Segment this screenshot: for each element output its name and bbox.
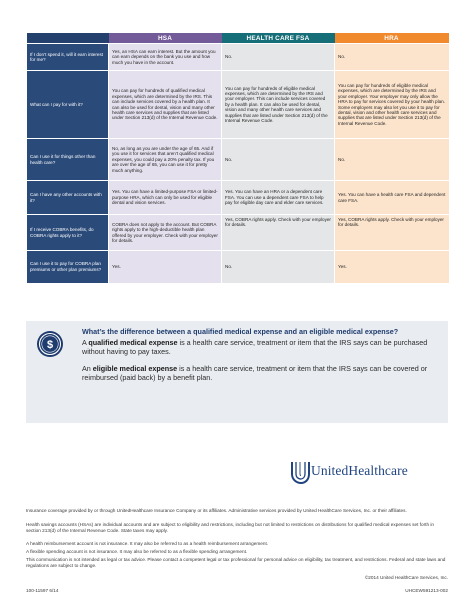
eligible-term: eligible medical expense	[92, 364, 178, 373]
header-fsa: HEALTH CARE FSA	[222, 33, 335, 44]
header-hsa: HSA	[109, 33, 222, 44]
footer-line: This communication is not intended as legal or tax advice. Please contact a competent legal or tax professional for personal advice on eligibility, tax treatment, and restrictions. Federal and state laws and regulations are subject to change.	[26, 557, 446, 568]
hsa-cell: You can pay for hundreds of qualified medical expenses, which are determined by the IRS. This can include services covered by a health plan. It can also be used for dental, vision and many other health care services and supplies that are listed under Section 213(d) of the Internal Revenue Code.	[109, 71, 222, 139]
logo-swoosh-icon	[289, 458, 311, 486]
eligible-prefix: An	[82, 364, 93, 373]
table-row	[27, 181, 449, 215]
fsa-cell: Yes. You can have an HRA or a dependent care FSA. You can use a dependent care FSA to help pay for eligible day care and elder care services.	[222, 181, 335, 215]
comparison-table	[26, 33, 449, 283]
qualified-prefix: A	[82, 338, 89, 347]
table-header-row	[27, 33, 449, 44]
fsa-cell: No.	[222, 251, 335, 283]
hra-cell: Yes.	[335, 251, 449, 283]
hra-cell: No.	[335, 44, 449, 71]
row-question: Can I use it for things other than health care?	[27, 139, 109, 181]
callout-title: What’s the difference between a qualified medical expense and an eligible medical expense?	[82, 327, 399, 336]
footer-line: Insurance coverage provided by or through UnitedHealthcare Insurance Company or its affiliates. Administrative services provided by United HealthCare Services, Inc. or their affiliates.	[26, 508, 407, 513]
fsa-cell: No.	[222, 139, 335, 181]
fsa-cell: You can pay for hundreds of eligible medical expenses, which are determined by the IRS and your employer. This can include services covered by a health plan. It can also be used for dental, vision and many other health care services and supplies that are listed under Section 213(d) of the Internal Revenue Code.	[222, 71, 335, 139]
hsa-cell: Yes.	[109, 251, 222, 283]
fsa-cell: No.	[222, 44, 335, 71]
form-code: 100-11597 6/14	[26, 588, 59, 593]
row-question: Can I have any other accounts with it?	[27, 181, 109, 215]
footer-line: A health reimbursement account is not insurance. It may also be referred to as a health reimbursement arrangement.	[26, 541, 269, 546]
eligible-expense-definition	[82, 365, 432, 382]
copyright: ©2014 United HealthCare Services, Inc.	[364, 575, 448, 580]
hra-cell: Yes. You can have a health care FSA and dependent care FSA.	[335, 181, 449, 215]
table-row	[27, 215, 449, 251]
header-blank-cell	[27, 33, 109, 44]
hsa-cell: Yes. You can have a limited-purpose FSA or limited-purpose HRA, which can only be used for eligible dental and vision services.	[109, 181, 222, 215]
fsa-cell: Yes, COBRA rights apply. Check with your employer for details.	[222, 215, 335, 251]
eligible-definition: is a health care service, treatment or item that the IRS says can be covered or reimbursed (paid back) by a benefit plan.	[82, 364, 428, 382]
hsa-cell: No, as long as you are under the age of 65. And if you use it for services that aren’t qualified medical expenses, you could pay a 20% penalty tax. If you are over the age of 65, you can use it for pretty much anything.	[109, 139, 222, 181]
hsa-cell: Yes, an HSA can earn interest. But the amount you can earn depends on the bank you use and how much you have in the account.	[109, 44, 222, 71]
footer-line: Health savings accounts (HSAs) are individual accounts and are subject to eligibility and restrictions, including but not limited to restrictions on distributions for qualified medical expenses set forth in section 213(d) of the Internal Revenue Code. State taxes may apply.	[26, 522, 435, 533]
table-row	[27, 139, 449, 181]
hra-cell: Yes, COBRA rights apply. Check with your employer for details.	[335, 215, 449, 251]
comparison-table-wrapper	[26, 33, 448, 283]
hra-cell: You can pay for hundreds of eligible medical expenses, which are determined by the IRS and your employer. Your employer may only allow the HRA to pay for services covered by your health plan. Some employers may also let you use it to pay for dental, vision and other health care services and supplies that are listed under Section 213(d) of the Internal Revenue Code.	[335, 71, 449, 139]
uhc-code: UHCEW591213-002	[405, 588, 448, 593]
hsa-cell: COBRA does not apply to the account. But COBRA rights apply to the high-deductible health plan offered by your employer. Check with your employer for details.	[109, 215, 222, 251]
dollar-sign-icon	[37, 331, 63, 357]
header-hra: HRA	[335, 33, 449, 44]
qualified-definition: is a health care service, treatment or item that the IRS says can be purchased without having to pay taxes.	[82, 338, 428, 356]
table-row	[27, 44, 449, 71]
qualified-term: qualified medical expense	[88, 338, 178, 347]
logo-text: UnitedHealthcare	[311, 463, 408, 478]
row-question: What can I pay for with it?	[27, 71, 109, 139]
qualified-expense-definition	[82, 339, 432, 356]
svg-text:$: $	[46, 339, 54, 351]
footer-line: A flexible spending account is not insurance. It may also be referred to as a flexible spending arrangement.	[26, 549, 248, 554]
hra-cell: No.	[335, 139, 449, 181]
table-row	[27, 71, 449, 139]
table-row	[27, 251, 449, 283]
expense-definition-callout	[26, 321, 448, 423]
row-question: If I don’t spend it, will it earn interest for me?	[27, 44, 109, 71]
row-question: Can I use it to pay for COBRA plan premiums or other plan premiums?	[27, 251, 109, 283]
row-question: If I receive COBRA benefits, do COBRA rights apply to it?	[27, 215, 109, 251]
